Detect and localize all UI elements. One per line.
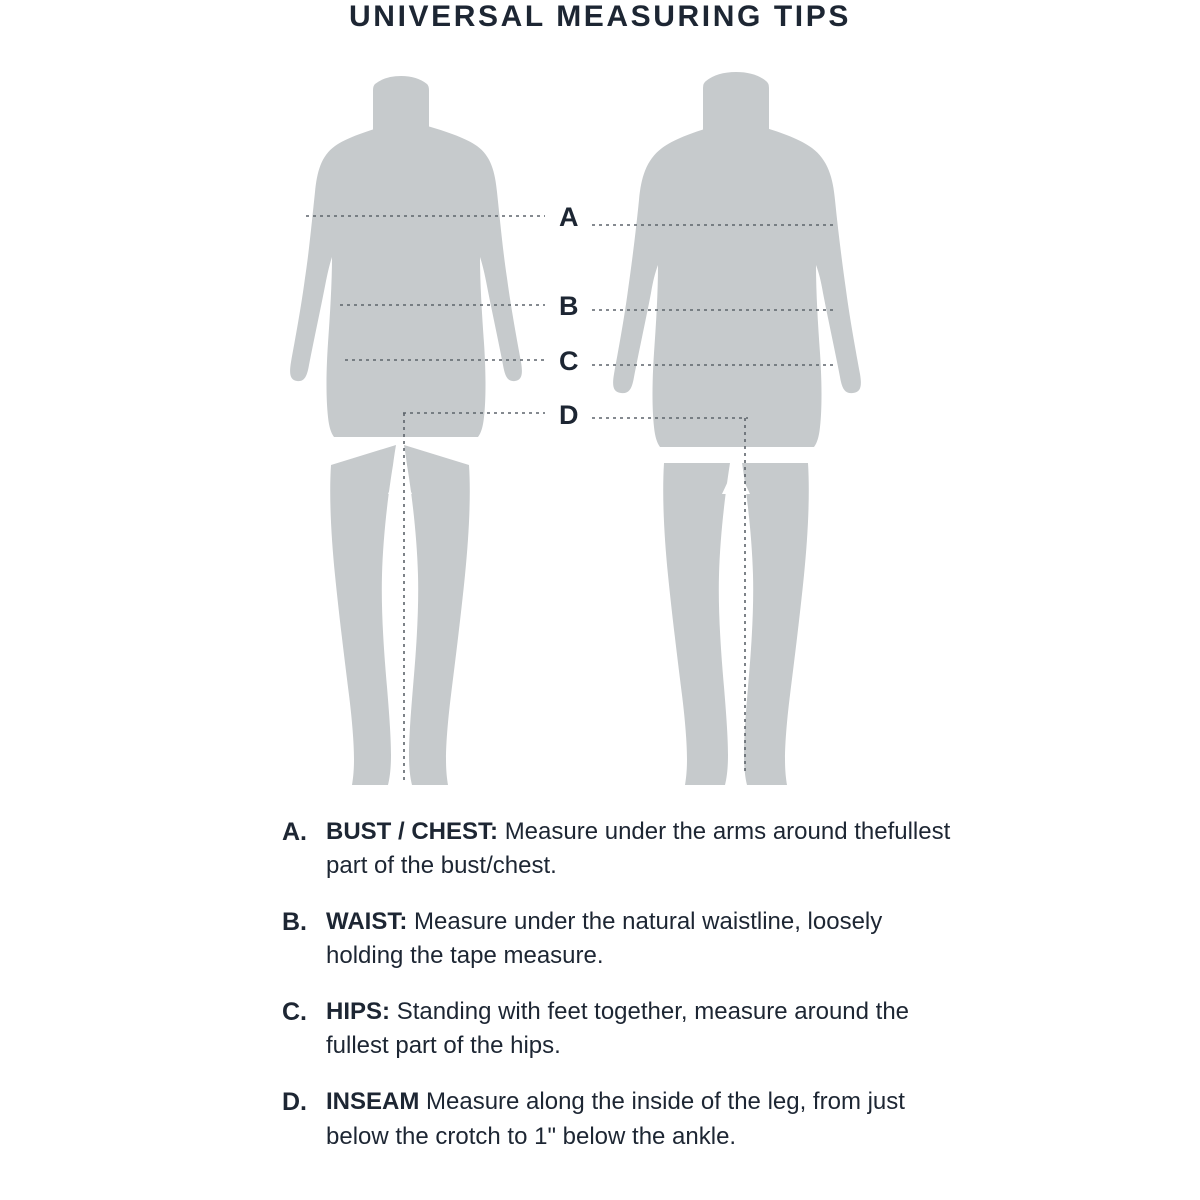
legend-letter-b: B. bbox=[282, 908, 307, 937]
legend-term-a: BUST / CHEST: bbox=[326, 818, 499, 845]
legend-letter-a: A. bbox=[282, 818, 307, 846]
legend-term-d: INSEAM bbox=[326, 1088, 420, 1116]
legend-text-c bbox=[326, 995, 962, 1063]
legend-text-b bbox=[326, 905, 962, 973]
marker-label-b: B bbox=[559, 291, 579, 321]
legend-description-d: Measure along the inside of the leg, from just below the crotch to 1" below the ankle. bbox=[326, 1088, 905, 1150]
marker-label-c: C bbox=[559, 346, 579, 376]
marker-label-a: A bbox=[559, 202, 579, 232]
legend-letter-c: C. bbox=[282, 998, 307, 1027]
body-diagram bbox=[0, 60, 1200, 800]
legend-item-waist bbox=[282, 905, 962, 973]
page-title: UNIVERSAL MEASURING TIPS bbox=[349, 0, 851, 33]
female-front-figure bbox=[290, 76, 522, 785]
legend-list bbox=[282, 815, 962, 1176]
legend-letter-d: D. bbox=[282, 1088, 307, 1117]
legend-item-hips bbox=[282, 995, 962, 1063]
legend-description-a: Measure under the arms around thefullest part of the bust/chest. bbox=[326, 818, 951, 880]
legend-term-c: HIPS: bbox=[326, 998, 391, 1026]
legend-item-bust-chest bbox=[282, 815, 962, 883]
legend-description-b: Measure under the natural waistline, loosely holding the tape measure. bbox=[326, 908, 883, 970]
legend-item-inseam bbox=[282, 1085, 962, 1153]
marker-label-d: D bbox=[559, 400, 579, 430]
legend-text-a bbox=[326, 815, 962, 883]
legend-term-b: WAIST: bbox=[326, 908, 408, 936]
legend-description-c: Standing with feet together, measure around the fullest part of the hips. bbox=[326, 998, 910, 1060]
legend-text-d bbox=[326, 1085, 962, 1153]
male-back-figure bbox=[613, 72, 861, 785]
